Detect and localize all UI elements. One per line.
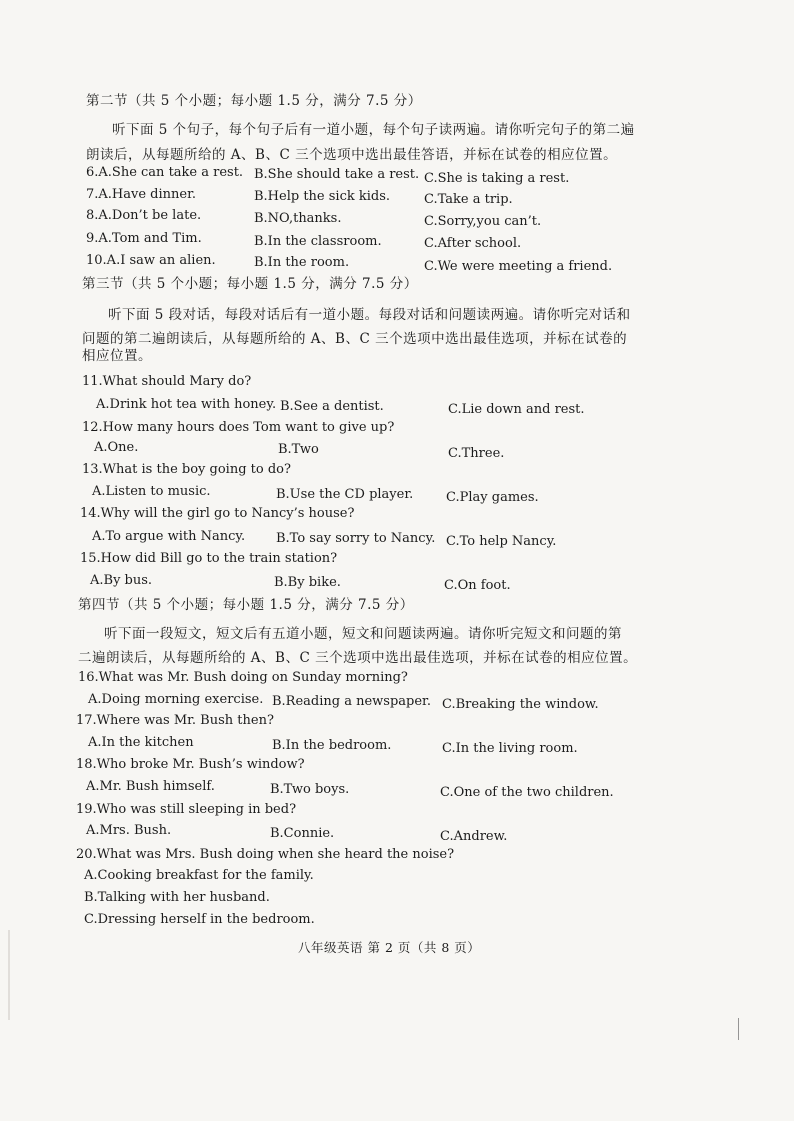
part2-instruction: 听下面 5 个句子，每个句子后有一道小题，每个句子读两遍。请你听完句子的第二遍 xyxy=(112,122,635,138)
question-stem: 19.Who was still sleeping in bed? xyxy=(76,802,297,817)
option-a: A.Cooking breakfast for the family. xyxy=(84,868,314,883)
option-a: 8.A.Don’t be late. xyxy=(86,208,202,223)
option-a: A.Mr. Bush himself. xyxy=(86,779,215,794)
option-b: B.In the classroom. xyxy=(254,234,382,249)
option-b: B.Two xyxy=(278,442,319,457)
option-a: 9.A.Tom and Tim. xyxy=(86,231,202,246)
option-c: C.In the living room. xyxy=(442,741,578,756)
option-c: C.Breaking the window. xyxy=(442,697,599,712)
option-b: B.To say sorry to Nancy. xyxy=(276,531,436,546)
part4-instruction: 二遍朗读后，从每题所给的 A、B、C 三个选项中选出最佳选项，并标在试卷的相应位置。 xyxy=(78,650,638,666)
question-stem: 18.Who broke Mr. Bush’s window? xyxy=(76,757,305,772)
option-c: C.Sorry,you can’t. xyxy=(424,214,542,229)
option-a: A.To argue with Nancy. xyxy=(92,529,246,544)
option-a: A.One. xyxy=(94,440,139,455)
option-b: B.See a dentist. xyxy=(280,399,384,414)
part3-instruction: 问题的第二遍朗读后，从每题所给的 A、B、C 三个选项中选出最佳选项，并标在试卷的 xyxy=(82,331,628,347)
option-b: B.Help the sick kids. xyxy=(254,189,391,204)
question-stem: 14.Why will the girl go to Nancy’s house? xyxy=(80,506,355,521)
option-c: C.Play games. xyxy=(446,490,539,505)
option-c: C.One of the two children. xyxy=(440,785,614,800)
option-b: B.By bike. xyxy=(274,575,341,590)
option-a: A.By bus. xyxy=(90,573,153,588)
part3-heading: 第三节（共 5 个小题；每小题 1.5 分，满分 7.5 分） xyxy=(82,276,418,292)
option-c: C.To help Nancy. xyxy=(446,534,557,549)
option-a: 7.A.Have dinner. xyxy=(86,187,197,202)
scan-artifact xyxy=(8,930,10,1020)
option-b: B.She should take a rest. xyxy=(254,167,420,182)
part2-heading: 第二节（共 5 个小题；每小题 1.5 分，满分 7.5 分） xyxy=(86,93,422,109)
option-b: B.NO,thanks. xyxy=(254,211,342,226)
part2-instruction: 朗读后，从每题所给的 A、B、C 三个选项中选出最佳答语，并标在试卷的相应位置。 xyxy=(86,147,618,163)
question-stem: 17.Where was Mr. Bush then? xyxy=(76,713,274,728)
part3-instruction: 听下面 5 段对话，每段对话后有一道小题。每段对话和问题读两遍。请你听完对话和 xyxy=(108,307,631,323)
page-footer: 八年级英语 第 2 页（共 8 页） xyxy=(298,940,481,955)
option-a: A.Doing morning exercise. xyxy=(88,692,264,707)
question-stem: 15.How did Bill go to the train station? xyxy=(80,551,338,566)
question-stem: 20.What was Mrs. Bush doing when she heard the noise? xyxy=(76,847,455,862)
option-b: B.Talking with her husband. xyxy=(84,890,270,905)
option-b: B.Reading a newspaper. xyxy=(272,694,431,709)
option-a: 6.A.She can take a rest. xyxy=(86,165,244,180)
option-b: B.Use the CD player. xyxy=(276,487,414,502)
option-c: C.On foot. xyxy=(444,578,511,593)
option-c: C.She is taking a rest. xyxy=(424,171,570,186)
question-stem: 16.What was Mr. Bush doing on Sunday morning? xyxy=(78,670,408,685)
question-stem: 13.What is the boy going to do? xyxy=(82,462,291,477)
option-c: C.After school. xyxy=(424,236,522,251)
option-a: A.Listen to music. xyxy=(92,484,211,499)
option-c: C.We were meeting a friend. xyxy=(424,259,613,274)
option-c: C.Andrew. xyxy=(440,829,508,844)
question-stem: 12.How many hours does Tom want to give up? xyxy=(82,420,395,435)
option-b: B.In the bedroom. xyxy=(272,738,392,753)
option-a: A.Drink hot tea with honey. xyxy=(96,397,277,412)
option-a: A.Mrs. Bush. xyxy=(86,823,172,838)
option-a: A.In the kitchen xyxy=(88,735,194,750)
option-b: B.Connie. xyxy=(270,826,335,841)
option-c: C.Dressing herself in the bedroom. xyxy=(84,912,315,927)
option-b: B.In the room. xyxy=(254,255,350,270)
option-b: B.Two boys. xyxy=(270,782,350,797)
option-c: C.Take a trip. xyxy=(424,192,513,207)
part4-instruction: 听下面一段短文，短文后有五道小题，短文和问题读两遍。请你听完短文和问题的第 xyxy=(104,626,622,642)
option-a: 10.A.I saw an alien. xyxy=(86,253,216,268)
option-c: C.Lie down and rest. xyxy=(448,402,585,417)
question-stem: 11.What should Mary do? xyxy=(82,374,252,389)
part4-heading: 第四节（共 5 个小题；每小题 1.5 分，满分 7.5 分） xyxy=(78,597,414,613)
part3-instruction: 相应位置。 xyxy=(82,348,152,364)
scan-artifact xyxy=(738,1018,739,1040)
option-c: C.Three. xyxy=(448,446,505,461)
